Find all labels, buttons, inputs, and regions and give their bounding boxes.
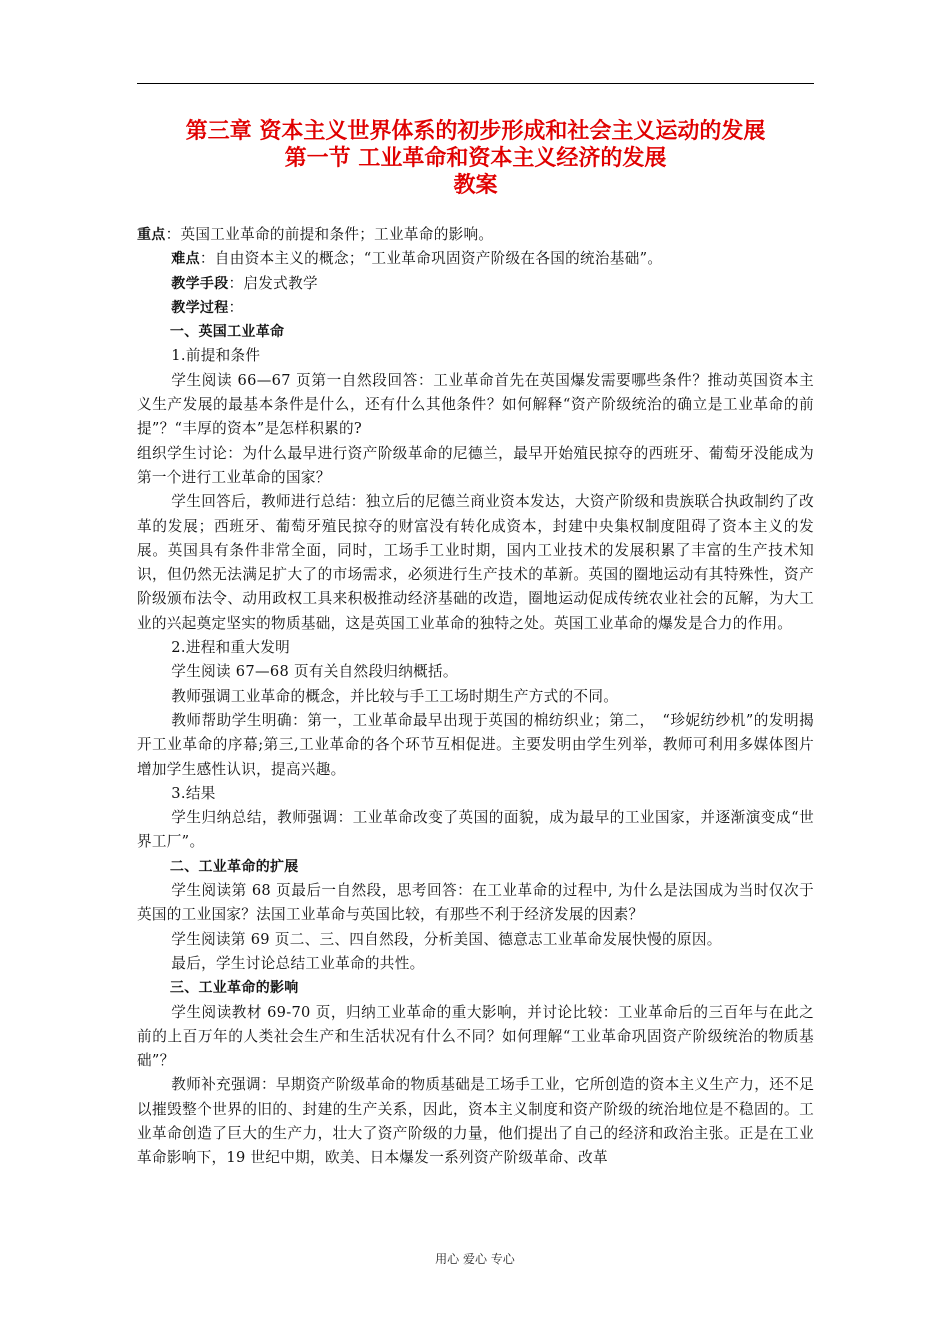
paragraph: 最后，学生讨论总结工业革命的共性。 xyxy=(171,954,425,972)
paragraph: 学生阅读 66—67 页第一自然段回答：工业革命首先在英国爆发需要哪些条件？推动英国资本主义生产发展的最基本条件是什么，还有什么其他条件？如何解释“资产阶级统治的确立是工业革命的前提”？“丰厚的资本”是怎样积累的? xyxy=(137,371,814,438)
means-label: 教学手段 xyxy=(171,275,229,292)
paragraph: 学生回答后，教师进行总结：独立后的尼德兰商业资本发达，大资产阶级和贵族联合执政制约了改革的发展；西班牙、葡萄牙殖民掠夺的财富没有转化成资本，封建中央集权制度阻碍了资本主义的发展。英国具有条件非常全面，同时，工场手工业时期，国内工业技术的发展积累了丰富的生产技术知识，但仍然无法满足扩大了的市场需求，必须进行生产技术的革新。英国的圈地运动有其特殊性，资产阶级颁布法令、动用政权工具来积极推动经济基础的改造，圈地运动促成传统农业社会的瓦解，为大工业的兴起奠定坚实的物质基础，这是英国工业革命的独特之处。英国工业革命的爆发是合力的作用。 xyxy=(137,493,814,632)
diff-label: 难点 xyxy=(171,251,200,268)
paragraph: 组织学生讨论：为什么最早进行资产阶级革命的尼德兰，最早开始殖民掠夺的西班牙、葡萄牙没能成为第一个进行工业革命的国家？ xyxy=(137,444,814,486)
paragraph: 学生归纳总结，教师强调：工业革命改变了英国的面貌，成为最早的工业国家，并逐渐演变成“世界工厂”。 xyxy=(137,809,814,851)
heading-1: 一、英国工业革命 xyxy=(169,324,285,341)
paragraph: 学生阅读教材 69-70 页，归纳工业革命的重大影响，并讨论比较：工业革命后的三百年与在此之前的上百万年的人类社会生产和生活状况有什么不同？如何理解“工业革命巩固资产阶级统治的物质基础”？ xyxy=(137,1003,814,1070)
page-footer: 用心 爱心 专心 xyxy=(435,1252,515,1266)
header-rule xyxy=(137,83,814,84)
document-title xyxy=(137,118,814,199)
process-label: 教学过程 xyxy=(171,299,229,316)
subheading-3: 3.结果 xyxy=(171,784,216,802)
key-label: 重点 xyxy=(137,227,166,243)
teaching-means xyxy=(137,272,814,296)
process-text: ： xyxy=(228,298,244,316)
heading-3: 三、工业革命的影响 xyxy=(169,980,299,997)
diff-text: ：自由资本主义的概念；“工业革命巩固资产阶级在各国的统治基础”。 xyxy=(199,250,663,268)
paragraph: 学生阅读第 69 页二、三、四自然段，分析美国、德意志工业革命发展快慢的原因。 xyxy=(171,930,722,948)
paragraph: 学生阅读 67—68 页有关自然段归纳概括。 xyxy=(171,663,458,681)
heading-2: 二、工业革命的扩展 xyxy=(169,858,299,875)
difficulties xyxy=(137,247,814,271)
key-points xyxy=(137,223,814,247)
section-title: 第一节 工业革命和资本主义经济的发展 xyxy=(284,146,667,171)
doc-type-title: 教案 xyxy=(453,173,498,198)
teaching-process xyxy=(137,296,814,320)
subheading-2: 2.进程和重大发明 xyxy=(171,639,291,657)
paragraph: 学生阅读第 68 页最后一自然段，思考回答：在工业革命的过程中, 为什么是法国成为当时仅次于英国的工业国家？法国工业革命与英国比较，有那些不利于经济发展的因素？ xyxy=(137,882,814,924)
subheading-1: 1.前提和条件 xyxy=(171,347,261,365)
paragraph: 教师补充强调：早期资产阶级革命的物质基础是工场手工业，它所创造的资本主义生产力，还不足以摧毁整个世界的旧的、封建的生产关系，因此，资本主义制度和资产阶级的统治地位是不稳固的。工业革命创造了巨大的生产力，壮大了资产阶级的力量，他们提出了自己的经济和政治主张。正是在工业革命影响下，19 世纪中期，欧美、日本爆发一系列资产阶级革命、改革 xyxy=(137,1076,814,1167)
chapter-title: 第三章 资本主义世界体系的初步形成和社会主义运动的发展 xyxy=(185,119,766,144)
paragraph: 教师强调工业革命的概念，并比较与手工工场时期生产方式的不同。 xyxy=(171,687,619,705)
document-body xyxy=(137,223,814,1171)
paragraph: 教师帮助学生明确：第一，工业革命最早出现于英国的棉纺织业；第二， “珍妮纺纱机”的发明揭开工业革命的序幕;第三,工业革命的各个环节互相促进。主要发明由学生列举，教师可利用多媒体图片增加学生感性认识，提高兴趣。 xyxy=(137,711,814,778)
key-text: ：英国工业革命的前提和条件；工业革命的影响。 xyxy=(165,226,494,243)
means-text: ：启发式教学 xyxy=(228,274,318,292)
